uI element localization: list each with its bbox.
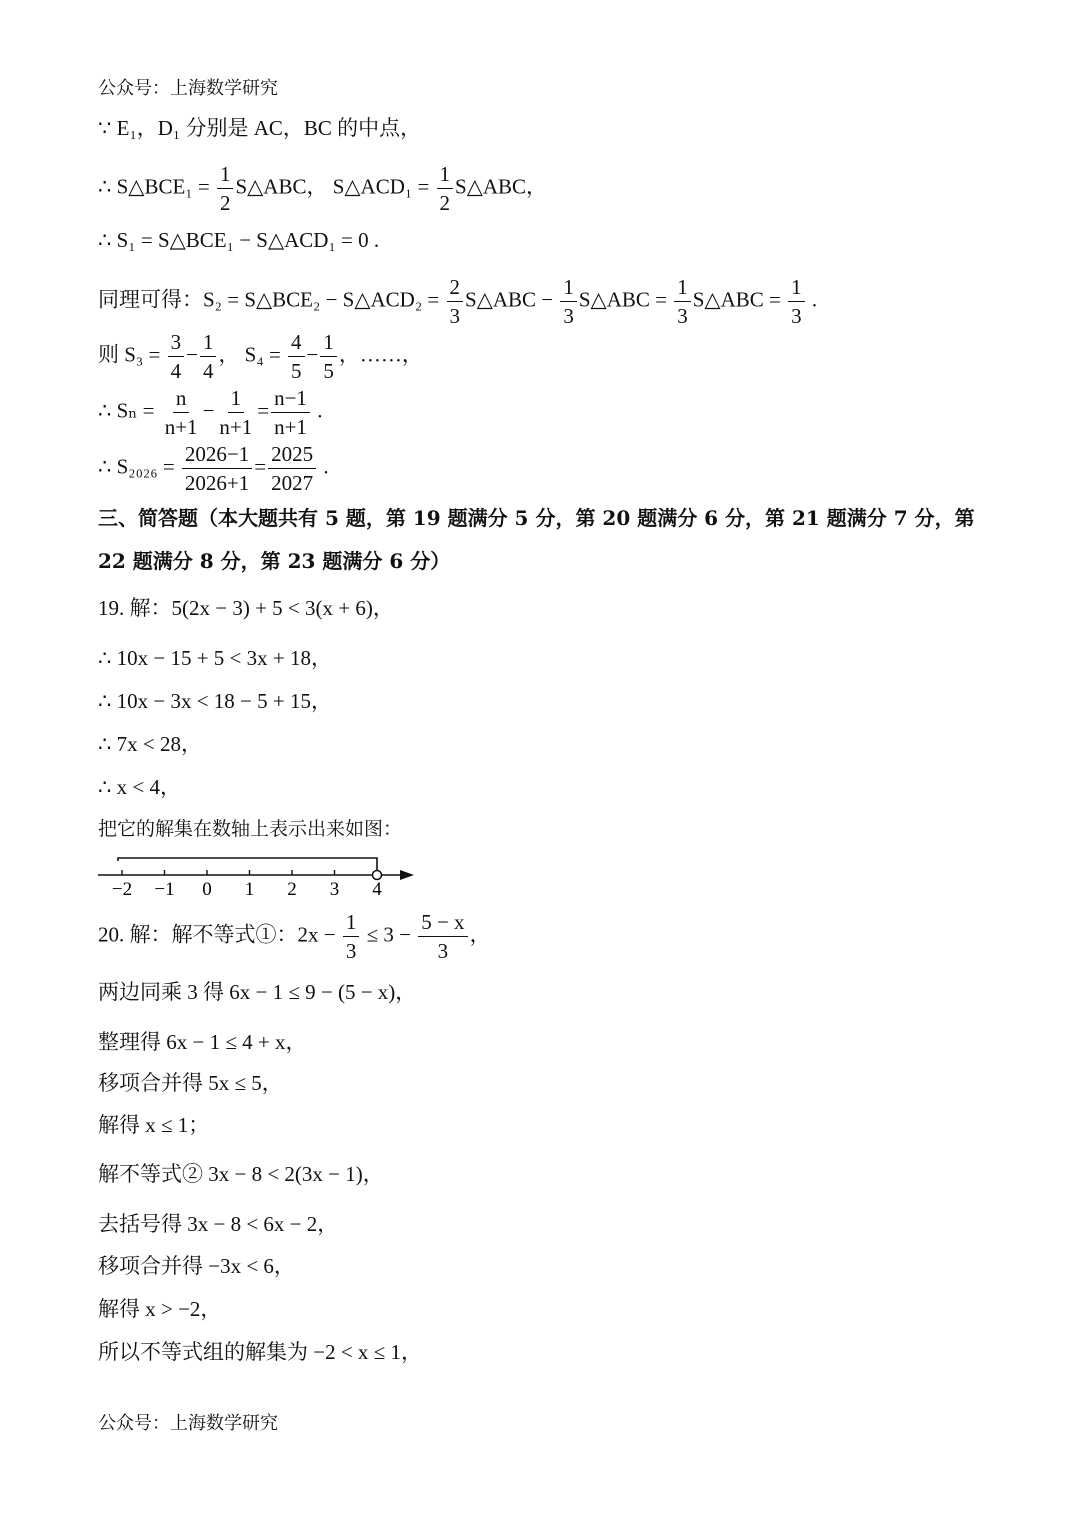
numerator: 1 bbox=[228, 386, 245, 413]
line-midpoints: ∵ E₁，D₁ 分别是 AC，BC 的中点， bbox=[98, 116, 422, 140]
numerator: 1 bbox=[788, 275, 805, 302]
open-endpoint bbox=[373, 871, 382, 880]
fraction bbox=[418, 910, 467, 963]
denominator: n+1 bbox=[164, 415, 198, 440]
denominator: 5 bbox=[323, 359, 334, 384]
denominator: 2 bbox=[439, 191, 451, 216]
numerator: 2026−1 bbox=[182, 442, 252, 469]
denominator: 3 bbox=[437, 939, 449, 964]
text: S△ABC， bbox=[455, 174, 548, 199]
numerator: 3 bbox=[168, 330, 185, 357]
line-s1: ∴ S₁ = S△BCE₁ − S△ACD₁ = 0 . bbox=[98, 228, 380, 252]
text: . bbox=[318, 454, 329, 479]
fraction bbox=[216, 386, 255, 439]
text: 同理可得：S₂ = S△BCE₂ − S△ACD₂ = bbox=[98, 287, 445, 312]
fraction bbox=[437, 162, 454, 215]
denominator: 2027 bbox=[271, 471, 314, 496]
line-s2 bbox=[98, 275, 817, 328]
text: − bbox=[306, 342, 319, 367]
q20-step4: 移项合并得 5x ≤ 5， bbox=[98, 1071, 283, 1095]
fraction bbox=[447, 275, 464, 328]
text: S△ABC = bbox=[692, 287, 787, 312]
numerator: 1 bbox=[674, 275, 691, 302]
q20-inequality-1 bbox=[98, 910, 491, 963]
tick-label: 2 bbox=[287, 879, 297, 900]
text: S△ABC = bbox=[578, 287, 673, 312]
numerator: 1 bbox=[200, 330, 217, 357]
section-heading: 三、简答题（本大题共有 5 题，第 19 题满分 5 分，第 20 题满分 6 分，第 21 题满分 7 分，第 bbox=[98, 506, 975, 530]
q20-step3: 整理得 6x − 1 ≤ 4 + x， bbox=[98, 1030, 307, 1054]
line-area-halves bbox=[98, 162, 547, 215]
text: 20. 解：解不等式①：2x − bbox=[98, 922, 341, 947]
text: − bbox=[186, 342, 198, 367]
text: ， bbox=[469, 922, 491, 947]
fraction bbox=[168, 330, 185, 383]
solution-bracket bbox=[118, 858, 377, 871]
text: . bbox=[311, 398, 323, 423]
tick-label: −1 bbox=[154, 879, 175, 900]
page-footer: 公众号：上海数学研究 bbox=[98, 1413, 278, 1434]
text: S△ABC − bbox=[465, 287, 559, 312]
text: ∴ S△BCE₁ = bbox=[98, 174, 215, 199]
line-sn bbox=[98, 386, 322, 439]
numerator: 4 bbox=[288, 330, 305, 357]
tick-label: 1 bbox=[244, 879, 255, 900]
fraction bbox=[788, 275, 805, 328]
text: − bbox=[202, 398, 215, 423]
number-line bbox=[92, 850, 422, 905]
text: S△ABC， S△ACD₁ = bbox=[235, 174, 435, 199]
denominator: 2026+1 bbox=[184, 471, 250, 496]
numerator: 2 bbox=[447, 275, 464, 302]
q19-step1: 19. 解：5(2x − 3) + 5 < 3(x + 6)， bbox=[98, 596, 394, 620]
fraction bbox=[268, 442, 316, 495]
fraction bbox=[674, 275, 691, 328]
tick-label: 3 bbox=[329, 879, 340, 900]
q20-step7: 去括号得 3x − 8 < 6x − 2， bbox=[98, 1212, 339, 1236]
page-header: 公众号：上海数学研究 bbox=[98, 78, 278, 99]
fraction bbox=[217, 162, 234, 215]
denominator: 3 bbox=[563, 304, 574, 329]
denominator: 3 bbox=[449, 304, 461, 329]
q20-step6: 解不等式② 3x − 8 < 2(3x − 1)， bbox=[98, 1162, 384, 1186]
numerator: n−1 bbox=[271, 386, 310, 413]
fraction bbox=[560, 275, 577, 328]
q20-step2: 两边同乘 3 得 6x − 1 ≤ 9 − (5 − x)， bbox=[98, 980, 417, 1004]
denominator: 5 bbox=[291, 359, 302, 384]
fraction bbox=[271, 386, 310, 439]
text: ，……， bbox=[338, 342, 423, 367]
fraction bbox=[320, 330, 337, 383]
numerator: 5 − x bbox=[418, 910, 467, 937]
q20-step9: 解得 x > −2， bbox=[98, 1297, 222, 1321]
text: 则 S₃ = bbox=[98, 342, 166, 367]
numerator: n bbox=[173, 386, 190, 413]
q19-step2: ∴ 10x − 15 + 5 < 3x + 18， bbox=[98, 646, 332, 670]
text: = bbox=[254, 454, 267, 479]
denominator: n+1 bbox=[274, 415, 307, 440]
denominator: n+1 bbox=[219, 415, 253, 440]
numerator: 1 bbox=[437, 162, 454, 189]
tick-label: 4 bbox=[372, 879, 382, 900]
arrow-head-icon bbox=[400, 870, 414, 880]
line-s3-s4 bbox=[98, 330, 423, 383]
text: ≤ 3 − bbox=[361, 922, 417, 947]
text: ， S₄ = bbox=[218, 342, 287, 367]
q20-step10: 所以不等式组的解集为 −2 < x ≤ 1， bbox=[98, 1340, 422, 1364]
section-heading-cont: 22 题满分 8 分，第 23 题满分 6 分） bbox=[98, 549, 451, 573]
denominator: 4 bbox=[170, 359, 182, 384]
fraction bbox=[182, 442, 252, 495]
text: = bbox=[257, 398, 270, 423]
q19-step5: ∴ x < 4， bbox=[98, 775, 181, 799]
fraction bbox=[200, 330, 217, 383]
q19-step4: ∴ 7x < 28， bbox=[98, 732, 202, 756]
q19-number-line-caption: 把它的解集在数轴上表示出来如图： bbox=[98, 818, 403, 840]
q19-step3: ∴ 10x − 3x < 18 − 5 + 15， bbox=[98, 689, 332, 713]
tick-label: 0 bbox=[202, 879, 212, 900]
denominator: 4 bbox=[202, 359, 214, 384]
numerator: 1 bbox=[217, 162, 234, 189]
denominator: 3 bbox=[677, 304, 688, 329]
numerator: 2025 bbox=[268, 442, 316, 469]
denominator: 3 bbox=[791, 304, 802, 329]
q20-step5: 解得 x ≤ 1； bbox=[98, 1113, 210, 1137]
tick-label: −2 bbox=[111, 879, 133, 900]
numerator: 1 bbox=[320, 330, 337, 357]
numerator: 1 bbox=[343, 910, 360, 937]
fraction bbox=[343, 910, 360, 963]
fraction bbox=[288, 330, 305, 383]
numerator: 1 bbox=[560, 275, 577, 302]
q20-step8: 移项合并得 −3x < 6， bbox=[98, 1254, 295, 1278]
denominator: 2 bbox=[219, 191, 231, 216]
line-s2026 bbox=[98, 442, 329, 495]
text: ∴ S₂₀₂₆ = bbox=[98, 454, 180, 479]
fraction bbox=[162, 386, 201, 439]
denominator: 3 bbox=[345, 939, 357, 964]
text: . bbox=[806, 287, 818, 312]
text: ∴ Sₙ = bbox=[98, 398, 160, 423]
